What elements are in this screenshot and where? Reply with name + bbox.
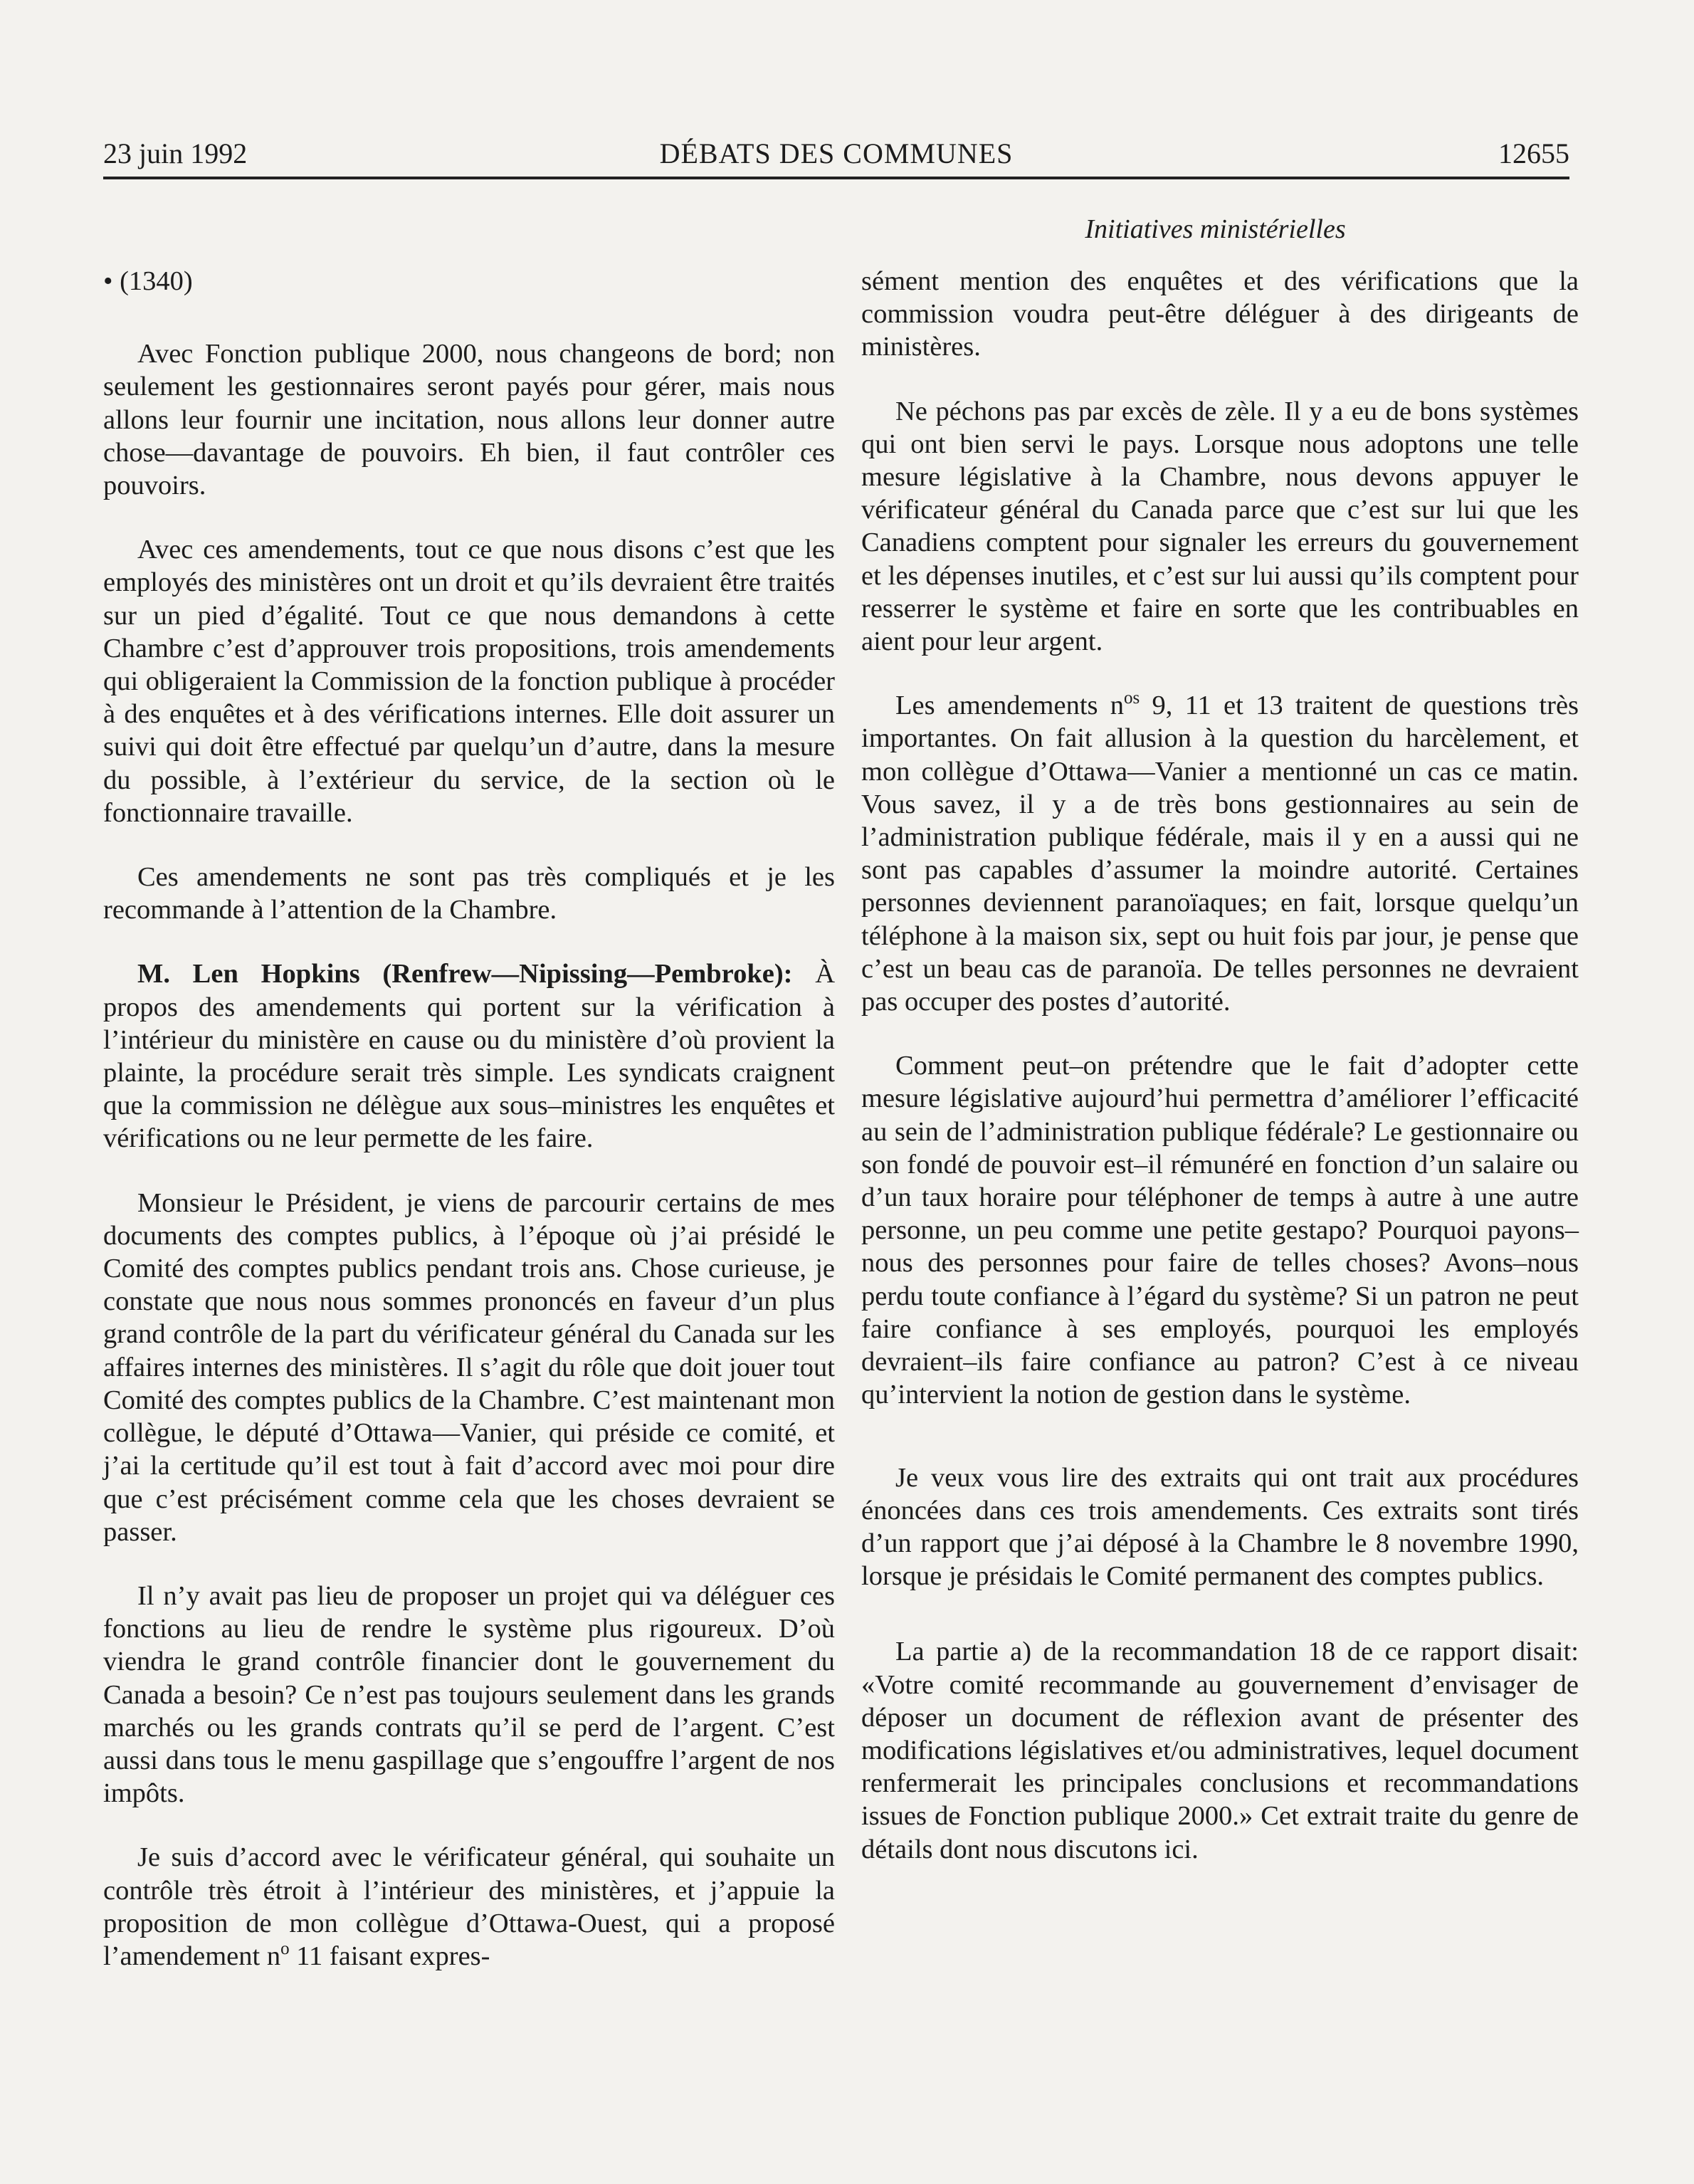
paragraph: Avec Fonction publique 2000, nous changeons de bord; non seulement les gestionnaires seront payés pour gérer, mais nous allons leur fournir une incitation, nous allons leur donner autre chose—davantage de pouvoirs. Eh bien, il faut contrôler ces pouvoirs.: [103, 339, 835, 501]
paragraph: Comment peut–on prétendre que le fait d’adopter cette mesure législative aujourd’hui permettra d’améliorer l’efficacité au sein de l’administration publique fédérale? Le gestionnaire ou son fondé de pouvoir est–il rémunéré en fonction d’un salaire ou d’un taux horaire pour téléphoner de temps à autre à une autre personne, un peu comme une petite gestapo? Pourquoi payons–nous des personnes pour faire de telles choses? Avons–nous perdu toute confiance à l’égard du système? Si un patron ne peut faire confiance à ses employés, pourquoi les employés devraient–ils faire confiance au patron? C’est à ce niveau qu’intervient la notion de gestion dans le système.: [861, 1051, 1579, 1410]
speech-text: À propos des amendements qui portent sur la vérification à l’intérieur du ministère en cause ou du ministère d’où provient la plainte, la procédure serait très simple. Les syndicats craignent que la commission ne délègue aux sous–ministres les enquêtes et vérifications ou ne leur permette de les faire.: [103, 959, 835, 1154]
paragraph: La partie a) de la recommandation 18 de ce rapport disait: «Votre comité recommande au gouvernement d’envisager de déposer un document de réflexion avant de présenter des modifications législatives et/ou administratives, lequel document renfermerait les principales conclusions et recommandations issues de Fonction publique 2000.» Cet extrait traite du genre de détails dont nous discutons ici.: [861, 1637, 1579, 1864]
text-run: Je suis d’accord avec le vérificateur général, qui souhaite un contrôle très étroit à l’intérieur des ministères, et j’appuie la proposition de mon collègue d’Ottawa-Ouest, qui a proposé l’amendement n: [103, 1842, 835, 1971]
left-column: [103, 265, 835, 2004]
header-title: DÉBATS DES COMMUNES: [659, 137, 1014, 169]
header-rule: [103, 177, 1569, 179]
superscript: o: [280, 1938, 290, 1958]
speaker-name: M. Len Hopkins (Renfrew—Nipissing—Pembroke):: [137, 959, 793, 989]
paragraph: Il n’y avait pas lieu de proposer un projet qui va déléguer ces fonctions au lieu de rendre le système plus rigoureux. D’où viendra le grand contrôle financier dont le gouvernement du Canada a besoin? Ce n’est pas toujours seulement dans les grands marchés ou les grands contrats qu’il se perd de l’argent. C’est aussi dans tous le menu gaspillage que s’engouffre l’argent de nos impôts.: [103, 1580, 835, 1809]
text-run: 9, 11 et 13 traitent de questions très importantes. On fait allusion à la question du harcèlement, et mon collègue d’Ottawa—Vanier a mentionné un cas ce matin. Vous savez, il y a de très bons gestionnaires au sein de l’administration publique fédérale, mais il y en a aussi qui ne sont pas capables d’assumer la moindre autorité. Certaines personnes deviennent paranoïaques; en fait, lorsque quelqu’un téléphone à la maison six, sept ou huit fois par jour, je pense que c’est un beau cas de paranoïa. De telles personnes ne devraient pas occuper des postes d’autorité.: [861, 691, 1579, 1017]
page-header: [103, 137, 1569, 179]
paragraph: Monsieur le Président, je viens de parcourir certains de mes documents des comptes publics, à l’époque où j’ai présidé le Comité des comptes publics pendant trois ans. Chose curieuse, je constate que nous nous sommes prononcés en faveur d’un plus grand contrôle de la part du vérificateur général du Canada sur les affaires internes des ministères. Il s’agit du rôle que doit jouer tout Comité des comptes publics de la Chambre. C’est maintenant mon collègue, le député d’Ottawa—Vanier, qui préside ce comité, et j’ai la certitude qu’il est tout à fait d’accord avec moi pour dire que c’est précisément comme cela que les choses devraient se passer.: [103, 1187, 835, 1547]
section-title: Initiatives ministérielles: [1085, 214, 1346, 244]
text-run: 11 faisant expres-: [289, 1941, 490, 1971]
paragraph: [103, 957, 835, 1155]
paragraph: sément mention des enquêtes et des vérifications que la commission voudra peut-être déléguer à des dirigeants de ministères.: [861, 266, 1579, 362]
paragraph: Je veux vous lire des extraits qui ont trait aux procédures énoncées dans ces trois amendements. Ces extraits sont tirés d’un rapport que j’ai déposé à la Chambre le 8 novembre 1990, lorsque je présidais le Comité permanent des comptes publics.: [861, 1462, 1579, 1592]
paragraph: Avec ces amendements, tout ce que nous disons c’est que les employés des ministères ont un droit et qu’ils devraient être traités sur un pied d’égalité. Tout ce que nous demandons à cette Chambre c’est d’approuver trois propositions, trois amendements qui obligeraient la Commission de la fonction publique à procéder à des enquêtes et à des vérifications internes. Elle doit assurer un suivi qui doit être effectué par quelqu’un d’autre, dans la mesure du possible, à l’extérieur du service, de la section où le fonctionnaire travaille.: [103, 535, 835, 828]
paragraph: [861, 689, 1579, 1018]
paragraph: Ne péchons pas par excès de zèle. Il y a eu de bons systèmes qui ont bien servi le pays. Lorsque nous adoptons une telle mesure législative à la Chambre, nous devons appuyer le vérificateur général du Canada parce que c’est sur lui que les Canadiens comptent pour signaler les erreurs du gouvernement et les dépenses inutiles, et c’est sur lui aussi qu’ils comptent pour resserrer le système et faire en sorte que les contribuables en aient pour leur argent.: [861, 396, 1579, 657]
text-run: Les amendements n: [895, 691, 1125, 721]
header-page-number: 12655: [1498, 137, 1569, 169]
superscript: os: [1124, 688, 1140, 708]
paragraph: Ces amendements ne sont pas très compliqués et je les recommande à l’attention de la Chambre.: [103, 862, 835, 925]
right-column: [861, 265, 1579, 1897]
paragraph: [103, 1841, 835, 1973]
timestamp: • (1340): [103, 266, 193, 296]
header-date: 23 juin 1992: [103, 137, 248, 169]
